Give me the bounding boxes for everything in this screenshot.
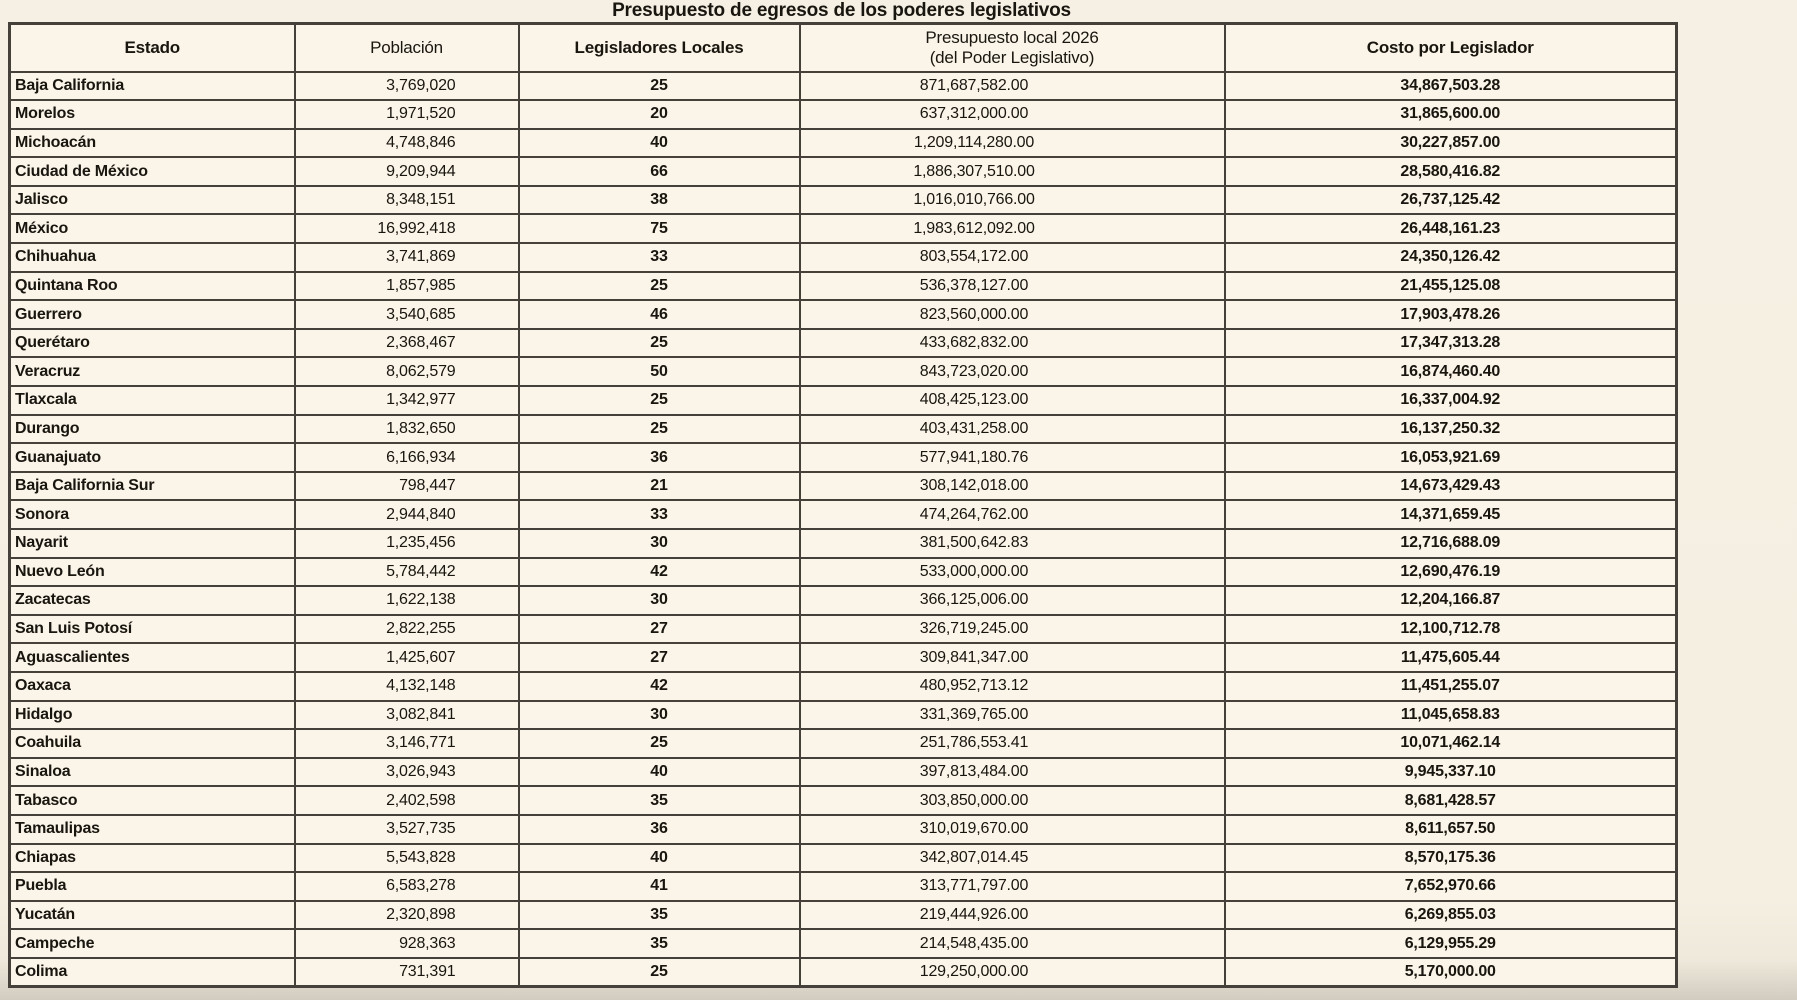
table-row — [10, 272, 1677, 301]
cell-costo: 12,204,166.87 — [1225, 586, 1677, 615]
cell-estado: Chiapas — [10, 844, 295, 873]
cell-estado: Oaxaca — [10, 672, 295, 701]
col-header-label: Estado — [124, 37, 180, 57]
cell-poblacion: 1,971,520 — [295, 100, 519, 129]
cell-poblacion: 5,784,442 — [295, 558, 519, 587]
cell-legisladores: 27 — [519, 615, 800, 644]
cell-legisladores: 25 — [519, 729, 800, 758]
cell-poblacion: 16,992,418 — [295, 214, 519, 243]
cell-presupuesto: 310,019,670.00 — [800, 815, 1225, 844]
cell-poblacion: 1,622,138 — [295, 586, 519, 615]
table-row — [10, 872, 1677, 901]
table-title: Presupuesto de egresos de los poderes legislativos — [612, 0, 1071, 21]
cell-poblacion: 3,540,685 — [295, 300, 519, 329]
table-row — [10, 129, 1677, 158]
cell-costo: 26,737,125.42 — [1225, 186, 1677, 215]
cell-presupuesto: 342,807,014.45 — [800, 844, 1225, 873]
cell-poblacion: 1,235,456 — [295, 529, 519, 558]
cell-presupuesto: 408,425,123.00 — [800, 386, 1225, 415]
cell-legisladores: 36 — [519, 815, 800, 844]
cell-estado: Querétaro — [10, 329, 295, 358]
cell-estado: Campeche — [10, 929, 295, 958]
cell-legisladores: 40 — [519, 844, 800, 873]
cell-presupuesto: 1,886,307,510.00 — [800, 157, 1225, 186]
cell-costo: 5,170,000.00 — [1225, 958, 1677, 987]
cell-estado: Sinaloa — [10, 758, 295, 787]
cell-legisladores: 42 — [519, 558, 800, 587]
cell-poblacion: 1,425,607 — [295, 643, 519, 672]
cell-poblacion: 9,209,944 — [295, 157, 519, 186]
cell-estado: Aguascalientes — [10, 643, 295, 672]
cell-poblacion: 2,320,898 — [295, 901, 519, 930]
table-row — [10, 558, 1677, 587]
cell-legisladores: 20 — [519, 100, 800, 129]
col-header-presupuesto — [800, 24, 1225, 72]
cell-poblacion: 3,769,020 — [295, 72, 519, 101]
cell-estado: Veracruz — [10, 357, 295, 386]
cell-costo: 26,448,161.23 — [1225, 214, 1677, 243]
cell-poblacion: 8,062,579 — [295, 357, 519, 386]
cell-legisladores: 50 — [519, 357, 800, 386]
cell-estado: Chihuahua — [10, 243, 295, 272]
cell-poblacion: 3,146,771 — [295, 729, 519, 758]
cell-presupuesto: 251,786,553.41 — [800, 729, 1225, 758]
table-row — [10, 500, 1677, 529]
cell-legisladores: 27 — [519, 643, 800, 672]
cell-legisladores: 46 — [519, 300, 800, 329]
cell-legisladores: 41 — [519, 872, 800, 901]
col-header-legisladores — [519, 24, 800, 72]
cell-presupuesto: 1,209,114,280.00 — [800, 129, 1225, 158]
cell-legisladores: 25 — [519, 958, 800, 987]
cell-poblacion: 3,527,735 — [295, 815, 519, 844]
cell-presupuesto: 536,378,127.00 — [800, 272, 1225, 301]
cell-legisladores: 66 — [519, 157, 800, 186]
cell-estado: Ciudad de México — [10, 157, 295, 186]
table-row — [10, 615, 1677, 644]
cell-legisladores: 35 — [519, 901, 800, 930]
cell-estado: Tabasco — [10, 786, 295, 815]
cell-estado: Morelos — [10, 100, 295, 129]
table-row — [10, 729, 1677, 758]
cell-legisladores: 25 — [519, 272, 800, 301]
cell-poblacion: 3,741,869 — [295, 243, 519, 272]
table-row — [10, 672, 1677, 701]
cell-estado: Coahuila — [10, 729, 295, 758]
cell-estado: Baja California Sur — [10, 472, 295, 501]
cell-costo: 14,371,659.45 — [1225, 500, 1677, 529]
table-row — [10, 357, 1677, 386]
cell-costo: 8,611,657.50 — [1225, 815, 1677, 844]
cell-poblacion: 1,342,977 — [295, 386, 519, 415]
cell-costo: 11,475,605.44 — [1225, 643, 1677, 672]
cell-poblacion: 4,748,846 — [295, 129, 519, 158]
cell-legisladores: 33 — [519, 500, 800, 529]
cell-presupuesto: 309,841,347.00 — [800, 643, 1225, 672]
cell-costo: 6,269,855.03 — [1225, 901, 1677, 930]
cell-legisladores: 38 — [519, 186, 800, 215]
cell-estado: Yucatán — [10, 901, 295, 930]
cell-presupuesto: 871,687,582.00 — [800, 72, 1225, 101]
cell-legisladores: 75 — [519, 214, 800, 243]
cell-costo: 7,652,970.66 — [1225, 872, 1677, 901]
cell-poblacion: 5,543,828 — [295, 844, 519, 873]
cell-presupuesto: 480,952,713.12 — [800, 672, 1225, 701]
table-row — [10, 214, 1677, 243]
cell-costo: 34,867,503.28 — [1225, 72, 1677, 101]
cell-estado: Baja California — [10, 72, 295, 101]
cell-poblacion: 2,944,840 — [295, 500, 519, 529]
cell-estado: Jalisco — [10, 186, 295, 215]
cell-estado: San Luis Potosí — [10, 615, 295, 644]
cell-legisladores: 33 — [519, 243, 800, 272]
cell-presupuesto: 397,813,484.00 — [800, 758, 1225, 787]
table-row — [10, 815, 1677, 844]
cell-costo: 24,350,126.42 — [1225, 243, 1677, 272]
cell-presupuesto: 577,941,180.76 — [800, 443, 1225, 472]
cell-presupuesto: 823,560,000.00 — [800, 300, 1225, 329]
cell-presupuesto: 313,771,797.00 — [800, 872, 1225, 901]
table-row — [10, 472, 1677, 501]
cell-presupuesto: 474,264,762.00 — [800, 500, 1225, 529]
cell-estado: Puebla — [10, 872, 295, 901]
cell-estado: Tamaulipas — [10, 815, 295, 844]
table-row — [10, 758, 1677, 787]
cell-poblacion: 4,132,148 — [295, 672, 519, 701]
cell-poblacion: 3,026,943 — [295, 758, 519, 787]
col-header-poblacion — [295, 24, 519, 72]
cell-legisladores: 40 — [519, 758, 800, 787]
col-header-estado — [10, 24, 295, 72]
cell-legisladores: 21 — [519, 472, 800, 501]
cell-costo: 11,045,658.83 — [1225, 701, 1677, 730]
cell-estado: Hidalgo — [10, 701, 295, 730]
cell-legisladores: 30 — [519, 701, 800, 730]
cell-costo: 9,945,337.10 — [1225, 758, 1677, 787]
cell-presupuesto: 433,682,832.00 — [800, 329, 1225, 358]
cell-presupuesto: 366,125,006.00 — [800, 586, 1225, 615]
cell-presupuesto: 129,250,000.00 — [800, 958, 1225, 987]
cell-poblacion: 2,402,598 — [295, 786, 519, 815]
cell-poblacion: 3,082,841 — [295, 701, 519, 730]
cell-costo: 12,716,688.09 — [1225, 529, 1677, 558]
cell-costo: 8,570,175.36 — [1225, 844, 1677, 873]
cell-legisladores: 40 — [519, 129, 800, 158]
cell-presupuesto: 381,500,642.83 — [800, 529, 1225, 558]
cell-estado: Quintana Roo — [10, 272, 295, 301]
cell-estado: Sonora — [10, 500, 295, 529]
cell-costo: 31,865,600.00 — [1225, 100, 1677, 129]
cell-legisladores: 35 — [519, 786, 800, 815]
cell-costo: 12,690,476.19 — [1225, 558, 1677, 587]
table-row — [10, 958, 1677, 987]
cell-poblacion: 6,166,934 — [295, 443, 519, 472]
col-header-label: Costo por Legislador — [1366, 37, 1534, 57]
table-row — [10, 901, 1677, 930]
cell-presupuesto: 326,719,245.00 — [800, 615, 1225, 644]
col-header-label: Población — [370, 37, 443, 57]
cell-poblacion: 731,391 — [295, 958, 519, 987]
cell-legisladores: 42 — [519, 672, 800, 701]
cell-costo: 14,673,429.43 — [1225, 472, 1677, 501]
cell-costo: 6,129,955.29 — [1225, 929, 1677, 958]
cell-legisladores: 36 — [519, 443, 800, 472]
cell-presupuesto: 843,723,020.00 — [800, 357, 1225, 386]
table-row — [10, 701, 1677, 730]
col-header-sublabel: (del Poder Legislativo) — [929, 47, 1095, 67]
col-header-label: Presupuesto local 2026 — [925, 27, 1099, 47]
cell-costo: 16,337,004.92 — [1225, 386, 1677, 415]
table-row — [10, 157, 1677, 186]
cell-estado: Nuevo León — [10, 558, 295, 587]
cell-estado: Guanajuato — [10, 443, 295, 472]
table-row — [10, 329, 1677, 358]
table-row — [10, 786, 1677, 815]
cell-presupuesto: 637,312,000.00 — [800, 100, 1225, 129]
cell-estado: Michoacán — [10, 129, 295, 158]
table-row — [10, 72, 1677, 101]
cell-estado: Guerrero — [10, 300, 295, 329]
cell-estado: Colima — [10, 958, 295, 987]
table-row — [10, 586, 1677, 615]
cell-costo: 8,681,428.57 — [1225, 786, 1677, 815]
cell-presupuesto: 1,983,612,092.00 — [800, 214, 1225, 243]
header-row — [10, 24, 1677, 72]
cell-presupuesto: 1,016,010,766.00 — [800, 186, 1225, 215]
cell-costo: 12,100,712.78 — [1225, 615, 1677, 644]
cell-legisladores: 30 — [519, 529, 800, 558]
cell-costo: 17,903,478.26 — [1225, 300, 1677, 329]
cell-legisladores: 30 — [519, 586, 800, 615]
cell-costo: 11,451,255.07 — [1225, 672, 1677, 701]
cell-presupuesto: 219,444,926.00 — [800, 901, 1225, 930]
cell-costo: 30,227,857.00 — [1225, 129, 1677, 158]
cell-legisladores: 25 — [519, 386, 800, 415]
table-row — [10, 243, 1677, 272]
cell-costo: 28,580,416.82 — [1225, 157, 1677, 186]
col-header-costo — [1225, 24, 1677, 72]
cell-poblacion: 928,363 — [295, 929, 519, 958]
cell-estado: Nayarit — [10, 529, 295, 558]
cell-presupuesto: 533,000,000.00 — [800, 558, 1225, 587]
cell-estado: Zacatecas — [10, 586, 295, 615]
table-row — [10, 443, 1677, 472]
cell-poblacion: 2,822,255 — [295, 615, 519, 644]
table-row — [10, 844, 1677, 873]
cell-presupuesto: 803,554,172.00 — [800, 243, 1225, 272]
cell-legisladores: 25 — [519, 72, 800, 101]
table-row — [10, 643, 1677, 672]
cell-legisladores: 35 — [519, 929, 800, 958]
table-row — [10, 386, 1677, 415]
cell-costo: 16,874,460.40 — [1225, 357, 1677, 386]
table-row — [10, 415, 1677, 444]
cell-costo: 21,455,125.08 — [1225, 272, 1677, 301]
cell-costo: 10,071,462.14 — [1225, 729, 1677, 758]
cell-estado: Tlaxcala — [10, 386, 295, 415]
cell-presupuesto: 214,548,435.00 — [800, 929, 1225, 958]
cell-legisladores: 25 — [519, 329, 800, 358]
cell-costo: 17,347,313.28 — [1225, 329, 1677, 358]
cell-poblacion: 8,348,151 — [295, 186, 519, 215]
table-row — [10, 929, 1677, 958]
table-row — [10, 186, 1677, 215]
cell-estado: Durango — [10, 415, 295, 444]
cell-presupuesto: 303,850,000.00 — [800, 786, 1225, 815]
cell-presupuesto: 308,142,018.00 — [800, 472, 1225, 501]
col-header-label: Legisladores Locales — [574, 37, 744, 57]
cell-estado: México — [10, 214, 295, 243]
table-row — [10, 300, 1677, 329]
budget-table — [8, 22, 1678, 988]
table-row — [10, 529, 1677, 558]
cell-costo: 16,137,250.32 — [1225, 415, 1677, 444]
table-row — [10, 100, 1677, 129]
cell-legisladores: 25 — [519, 415, 800, 444]
cell-presupuesto: 331,369,765.00 — [800, 701, 1225, 730]
cell-poblacion: 1,832,650 — [295, 415, 519, 444]
cell-presupuesto: 403,431,258.00 — [800, 415, 1225, 444]
cell-poblacion: 2,368,467 — [295, 329, 519, 358]
cell-poblacion: 6,583,278 — [295, 872, 519, 901]
cell-costo: 16,053,921.69 — [1225, 443, 1677, 472]
cell-poblacion: 798,447 — [295, 472, 519, 501]
cell-poblacion: 1,857,985 — [295, 272, 519, 301]
